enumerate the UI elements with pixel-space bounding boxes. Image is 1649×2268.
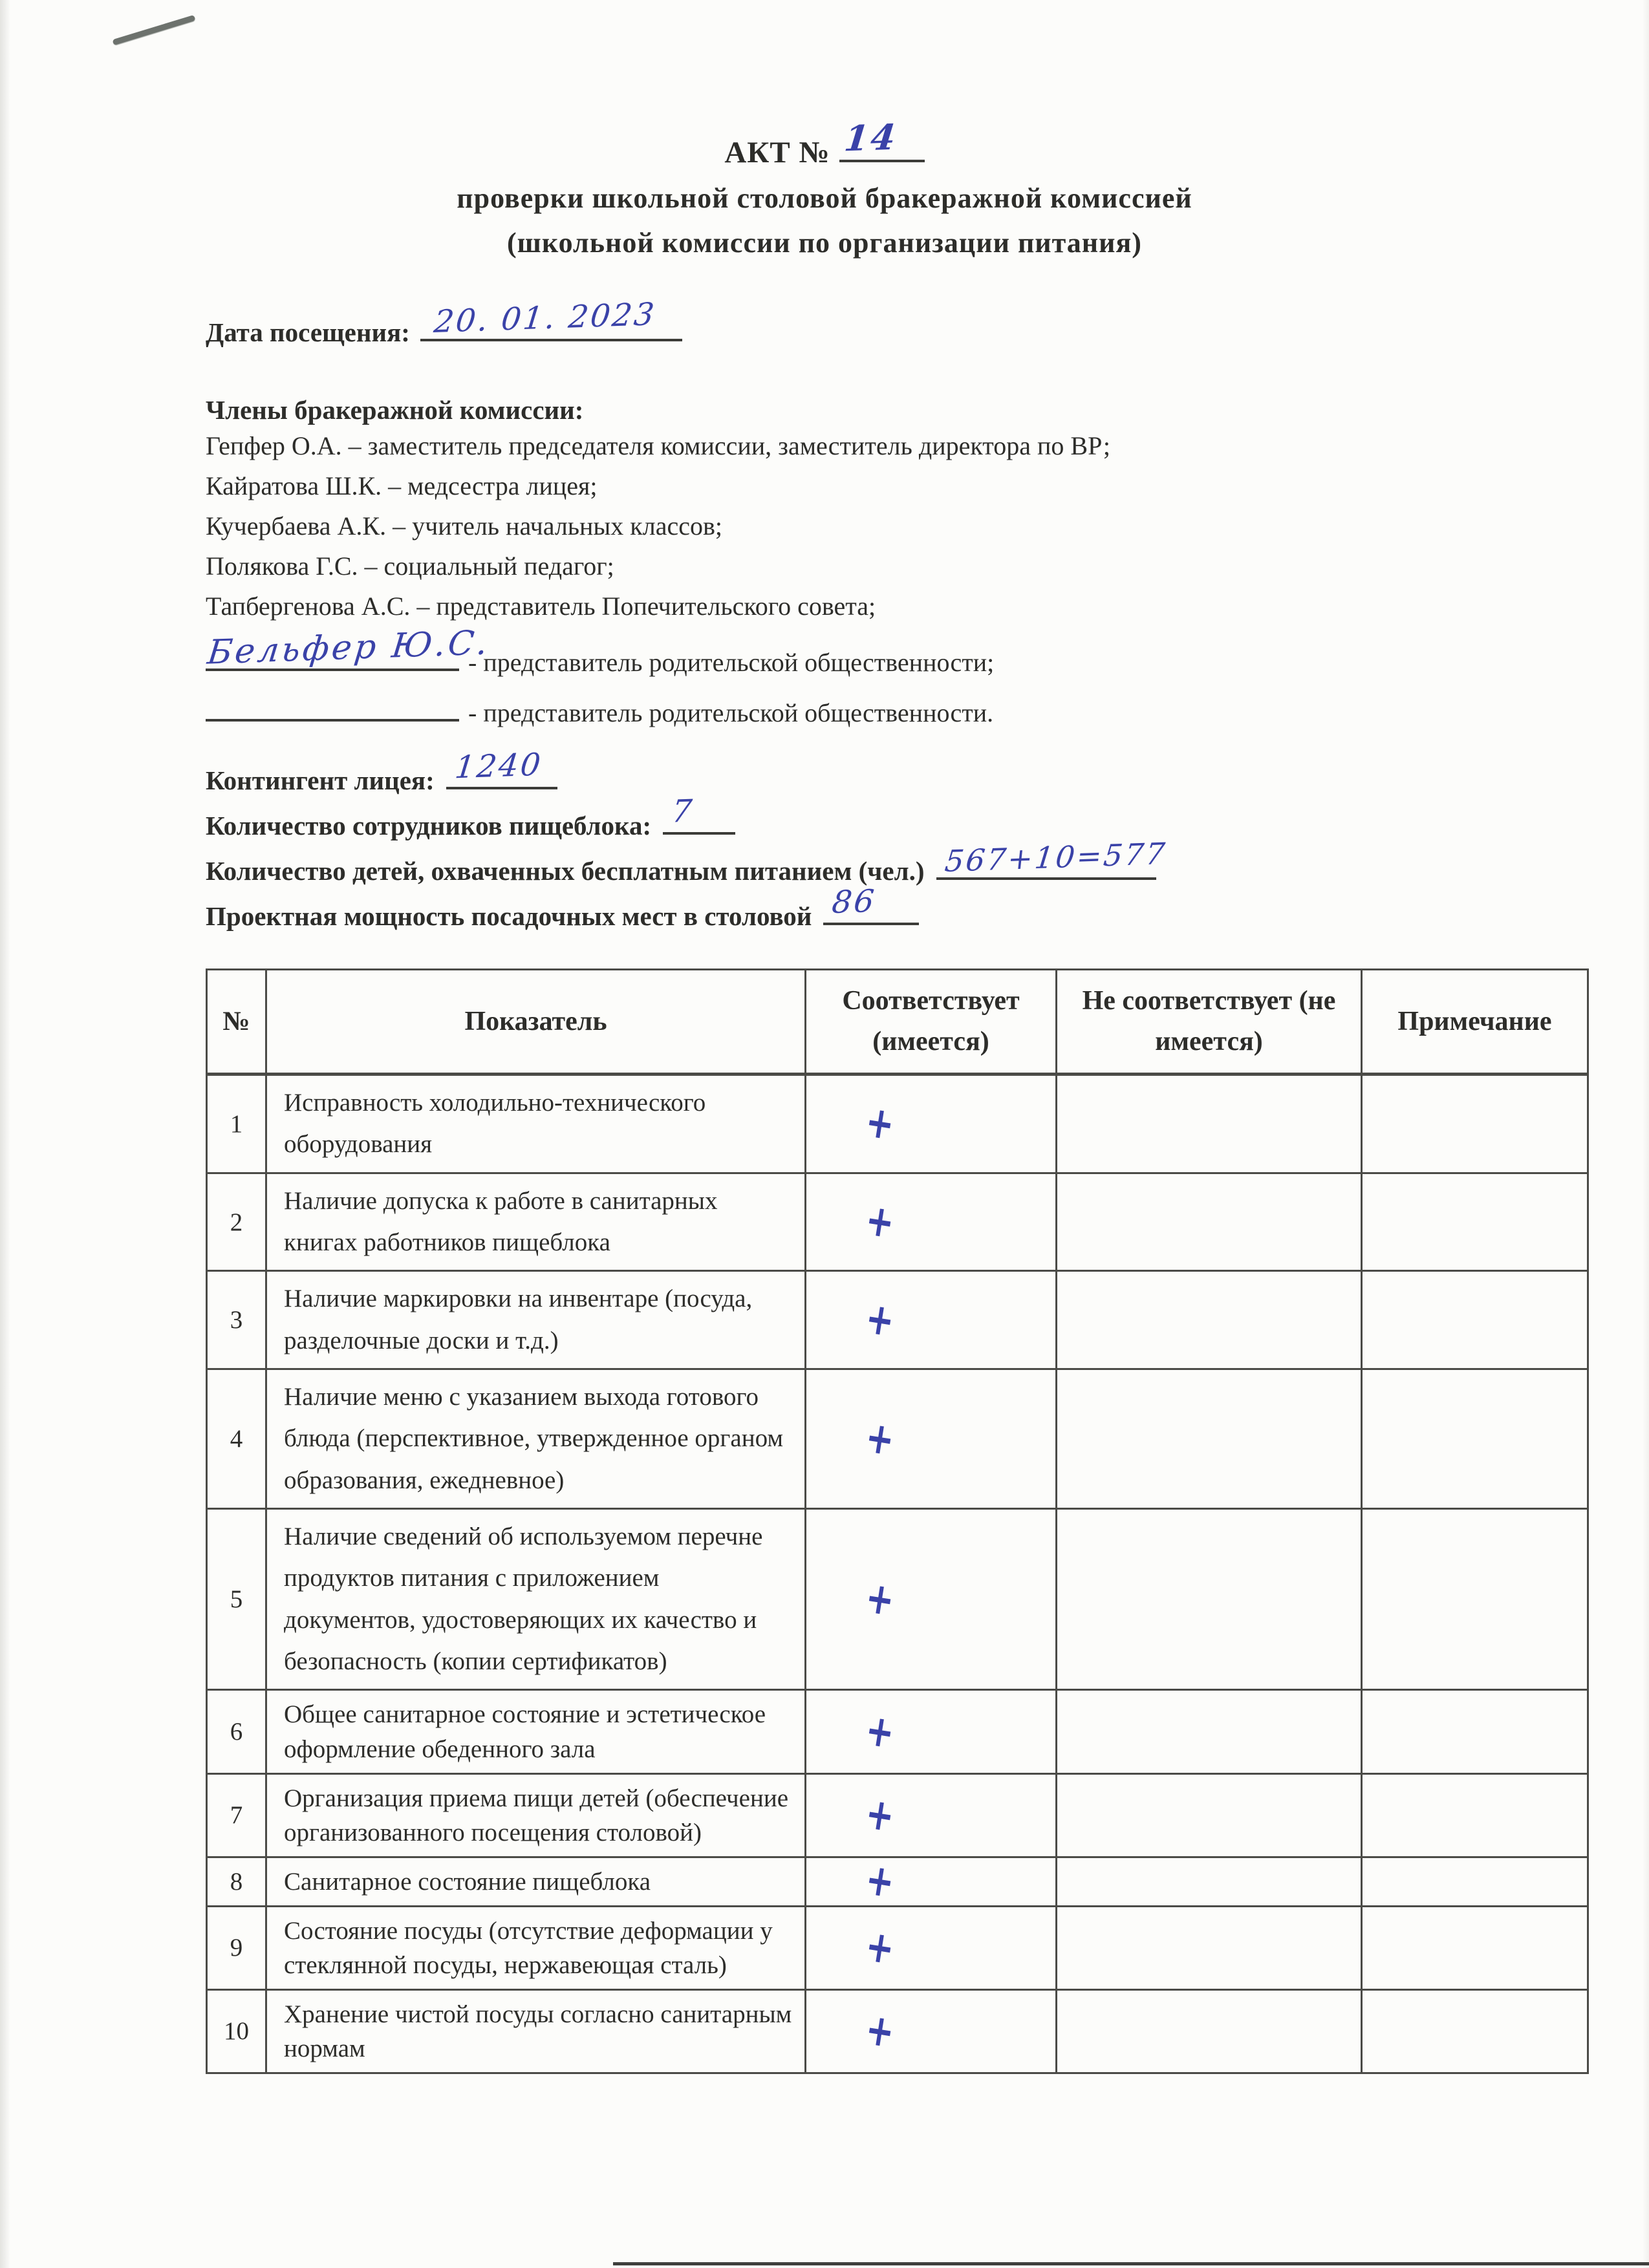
row-note-cell (1362, 1509, 1588, 1690)
row-no-match-cell (1057, 1509, 1362, 1690)
row-no-match-cell (1057, 1369, 1362, 1509)
row-note-cell (1362, 1857, 1588, 1906)
checkmark-handwritten: + (862, 1920, 898, 1975)
checkmark-handwritten: + (862, 1854, 898, 1909)
row-indicator: Организация приема пищи детей (обеспечение организованного посещения столовой) (266, 1773, 806, 1857)
act-number-handwritten: 14 (842, 116, 900, 160)
visit-date-underline (420, 296, 682, 341)
document-subtitle-2: (школьной комиссии по организации питания) (507, 227, 1142, 259)
parent-rep-signature-underline (205, 623, 492, 672)
stat-row-staff-count (206, 793, 1584, 842)
header-match: Соответствует (имеется) (806, 970, 1057, 1075)
row-indicator: Наличие меню с указанием выхода готового блюда (перспективное, утвержденное органом образования, ежедневное) (266, 1369, 806, 1509)
table-row (207, 1509, 1588, 1690)
stat-label: Количество детей, охваченных бесплатным питанием (чел.) (206, 856, 925, 886)
row-match-cell (806, 1369, 1057, 1509)
row-match-cell (806, 1906, 1057, 1989)
row-no-match-cell (1057, 1906, 1362, 1989)
table-row (207, 1857, 1588, 1906)
checkmark-handwritten: + (862, 1097, 898, 1151)
stat-label: Количество сотрудников пищеблока: (206, 811, 652, 840)
parent-rep-signature-underline (206, 693, 459, 722)
document-subtitle: проверки школьной столовой бракеражной комиссией (457, 182, 1192, 214)
commission-member: Полякова Г.С. – социальный педагог; (206, 551, 614, 581)
table-row (207, 1173, 1588, 1271)
header-number: № (207, 970, 266, 1075)
checkmark-handwritten: + (862, 1411, 898, 1466)
row-indicator: Санитарное состояние пищеблока (266, 1857, 806, 1906)
checkmark-handwritten: + (862, 1195, 898, 1249)
commission-member: Гепфер О.А. – заместитель председателя комиссии, заместитель директора по ВР; (206, 431, 1110, 460)
stats-block (206, 746, 1584, 932)
visit-date-row (206, 296, 1584, 348)
stat-underline (936, 836, 1169, 880)
scan-edge-artifact (613, 2262, 1649, 2265)
act-number-underline (839, 116, 925, 162)
checkmark-handwritten: + (862, 1292, 898, 1347)
commission-member: Кайратова Ш.К. – медсестра лицея; (206, 471, 598, 500)
header-no-match: Не соответствует (не имеется) (1057, 970, 1362, 1075)
commission-member: Тапбергенова А.С. – представитель Попечительского совета; (206, 592, 876, 621)
row-number: 10 (207, 1989, 266, 2073)
parent-representative-row (206, 693, 1584, 727)
row-no-match-cell (1057, 1989, 1362, 2073)
stat-underline (446, 746, 557, 789)
stat-row-seating-capacity (206, 883, 1584, 932)
table-row (207, 1075, 1588, 1173)
row-no-match-cell (1057, 1690, 1362, 1773)
table-row (207, 1369, 1588, 1509)
checkmark-handwritten: + (862, 1788, 898, 1843)
row-note-cell (1362, 1271, 1588, 1369)
row-number: 5 (207, 1509, 266, 1690)
parent-rep-name-handwritten: Бельфер Ю.С. (205, 623, 492, 672)
header-note: Примечание (1362, 970, 1588, 1075)
row-match-cell (806, 1173, 1057, 1271)
row-match-cell (806, 1271, 1057, 1369)
row-indicator: Состояние посуды (отсутствие деформации у стеклянной посуды, нержавеющая сталь) (266, 1906, 806, 1989)
row-note-cell (1362, 1369, 1588, 1509)
row-no-match-cell (1057, 1173, 1362, 1271)
row-match-cell (806, 1854, 1057, 1909)
row-note-cell (1362, 1989, 1588, 2073)
row-number: 4 (207, 1369, 266, 1509)
table-row (207, 1773, 1588, 1857)
row-number: 3 (207, 1271, 266, 1369)
visit-date-handwritten: 20. 01. 2023 (432, 296, 658, 340)
stat-row-contingent (206, 746, 1584, 797)
row-note-cell (1362, 1690, 1588, 1773)
parent-rep-label: - представитель родительской общественности; (468, 648, 995, 677)
commission-member: Кучербаева А.К. – учитель начальных классов; (206, 511, 722, 540)
row-number: 1 (207, 1075, 266, 1173)
row-indicator: Наличие сведений об используемом перечне продуктов питания с приложением документов, удостоверяющих их качество и безопасность (копии сертификатов) (266, 1509, 806, 1690)
row-indicator: Хранение чистой посуды согласно санитарным нормам (266, 1989, 806, 2073)
table-row (207, 1989, 1588, 2073)
row-no-match-cell (1057, 1075, 1362, 1173)
row-number: 6 (207, 1690, 266, 1773)
document-title (0, 116, 1649, 170)
row-number: 7 (207, 1773, 266, 1857)
checkmark-handwritten: + (862, 2004, 898, 2059)
parent-representative-row (205, 623, 1584, 677)
parent-rep-label: - представитель родительской общественности. (468, 698, 994, 727)
row-match-cell (806, 1690, 1057, 1773)
row-indicator: Исправность холодильно-технического оборудования (266, 1075, 806, 1173)
row-note-cell (1362, 1173, 1588, 1271)
row-no-match-cell (1057, 1773, 1362, 1857)
stat-underline (663, 793, 735, 835)
checkmark-handwritten: + (862, 1704, 898, 1759)
row-match-cell (806, 1509, 1057, 1690)
title-block (0, 0, 1649, 259)
commission-heading: Члены бракеражной комиссии: (206, 395, 584, 425)
header-indicator: Показатель (266, 970, 806, 1075)
row-no-match-cell (1057, 1857, 1362, 1906)
table-header-row (207, 970, 1588, 1075)
table-row (207, 1690, 1588, 1773)
checkmark-handwritten: + (862, 1572, 898, 1627)
document-body (0, 296, 1649, 2074)
row-match-cell (806, 1773, 1057, 1857)
stat-label: Контингент лицея: (206, 765, 435, 795)
row-note-cell (1362, 1075, 1588, 1173)
stat-label: Проектная мощность посадочных мест в столовой (206, 901, 812, 931)
table-row (207, 1906, 1588, 1989)
stat-value-handwritten: 1240 (453, 746, 544, 786)
visit-date-label: Дата посещения: (206, 317, 410, 347)
table-row (207, 1271, 1588, 1369)
row-note-cell (1362, 1906, 1588, 1989)
stat-value-handwritten: 7 (670, 793, 696, 830)
row-number: 9 (207, 1906, 266, 1989)
stat-value-handwritten: 86 (830, 883, 878, 921)
row-no-match-cell (1057, 1271, 1362, 1369)
stat-underline (823, 883, 919, 925)
stat-row-free-meals-children (206, 836, 1584, 887)
row-number: 2 (207, 1173, 266, 1271)
row-indicator: Общее санитарное состояние и эстетическое оформление обеденного зала (266, 1690, 806, 1773)
row-match-cell (806, 1989, 1057, 2073)
row-indicator: Наличие допуска к работе в санитарных книгах работников пищеблока (266, 1173, 806, 1271)
row-note-cell (1362, 1773, 1588, 1857)
row-match-cell (806, 1075, 1057, 1173)
inspection-table (206, 968, 1589, 2074)
row-number: 8 (207, 1857, 266, 1906)
row-indicator: Наличие маркировки на инвентаре (посуда, разделочные доски и т.д.) (266, 1271, 806, 1369)
title-act-number-label: АКТ № (724, 136, 830, 169)
stat-value-handwritten: 567+10=577 (942, 836, 1169, 879)
